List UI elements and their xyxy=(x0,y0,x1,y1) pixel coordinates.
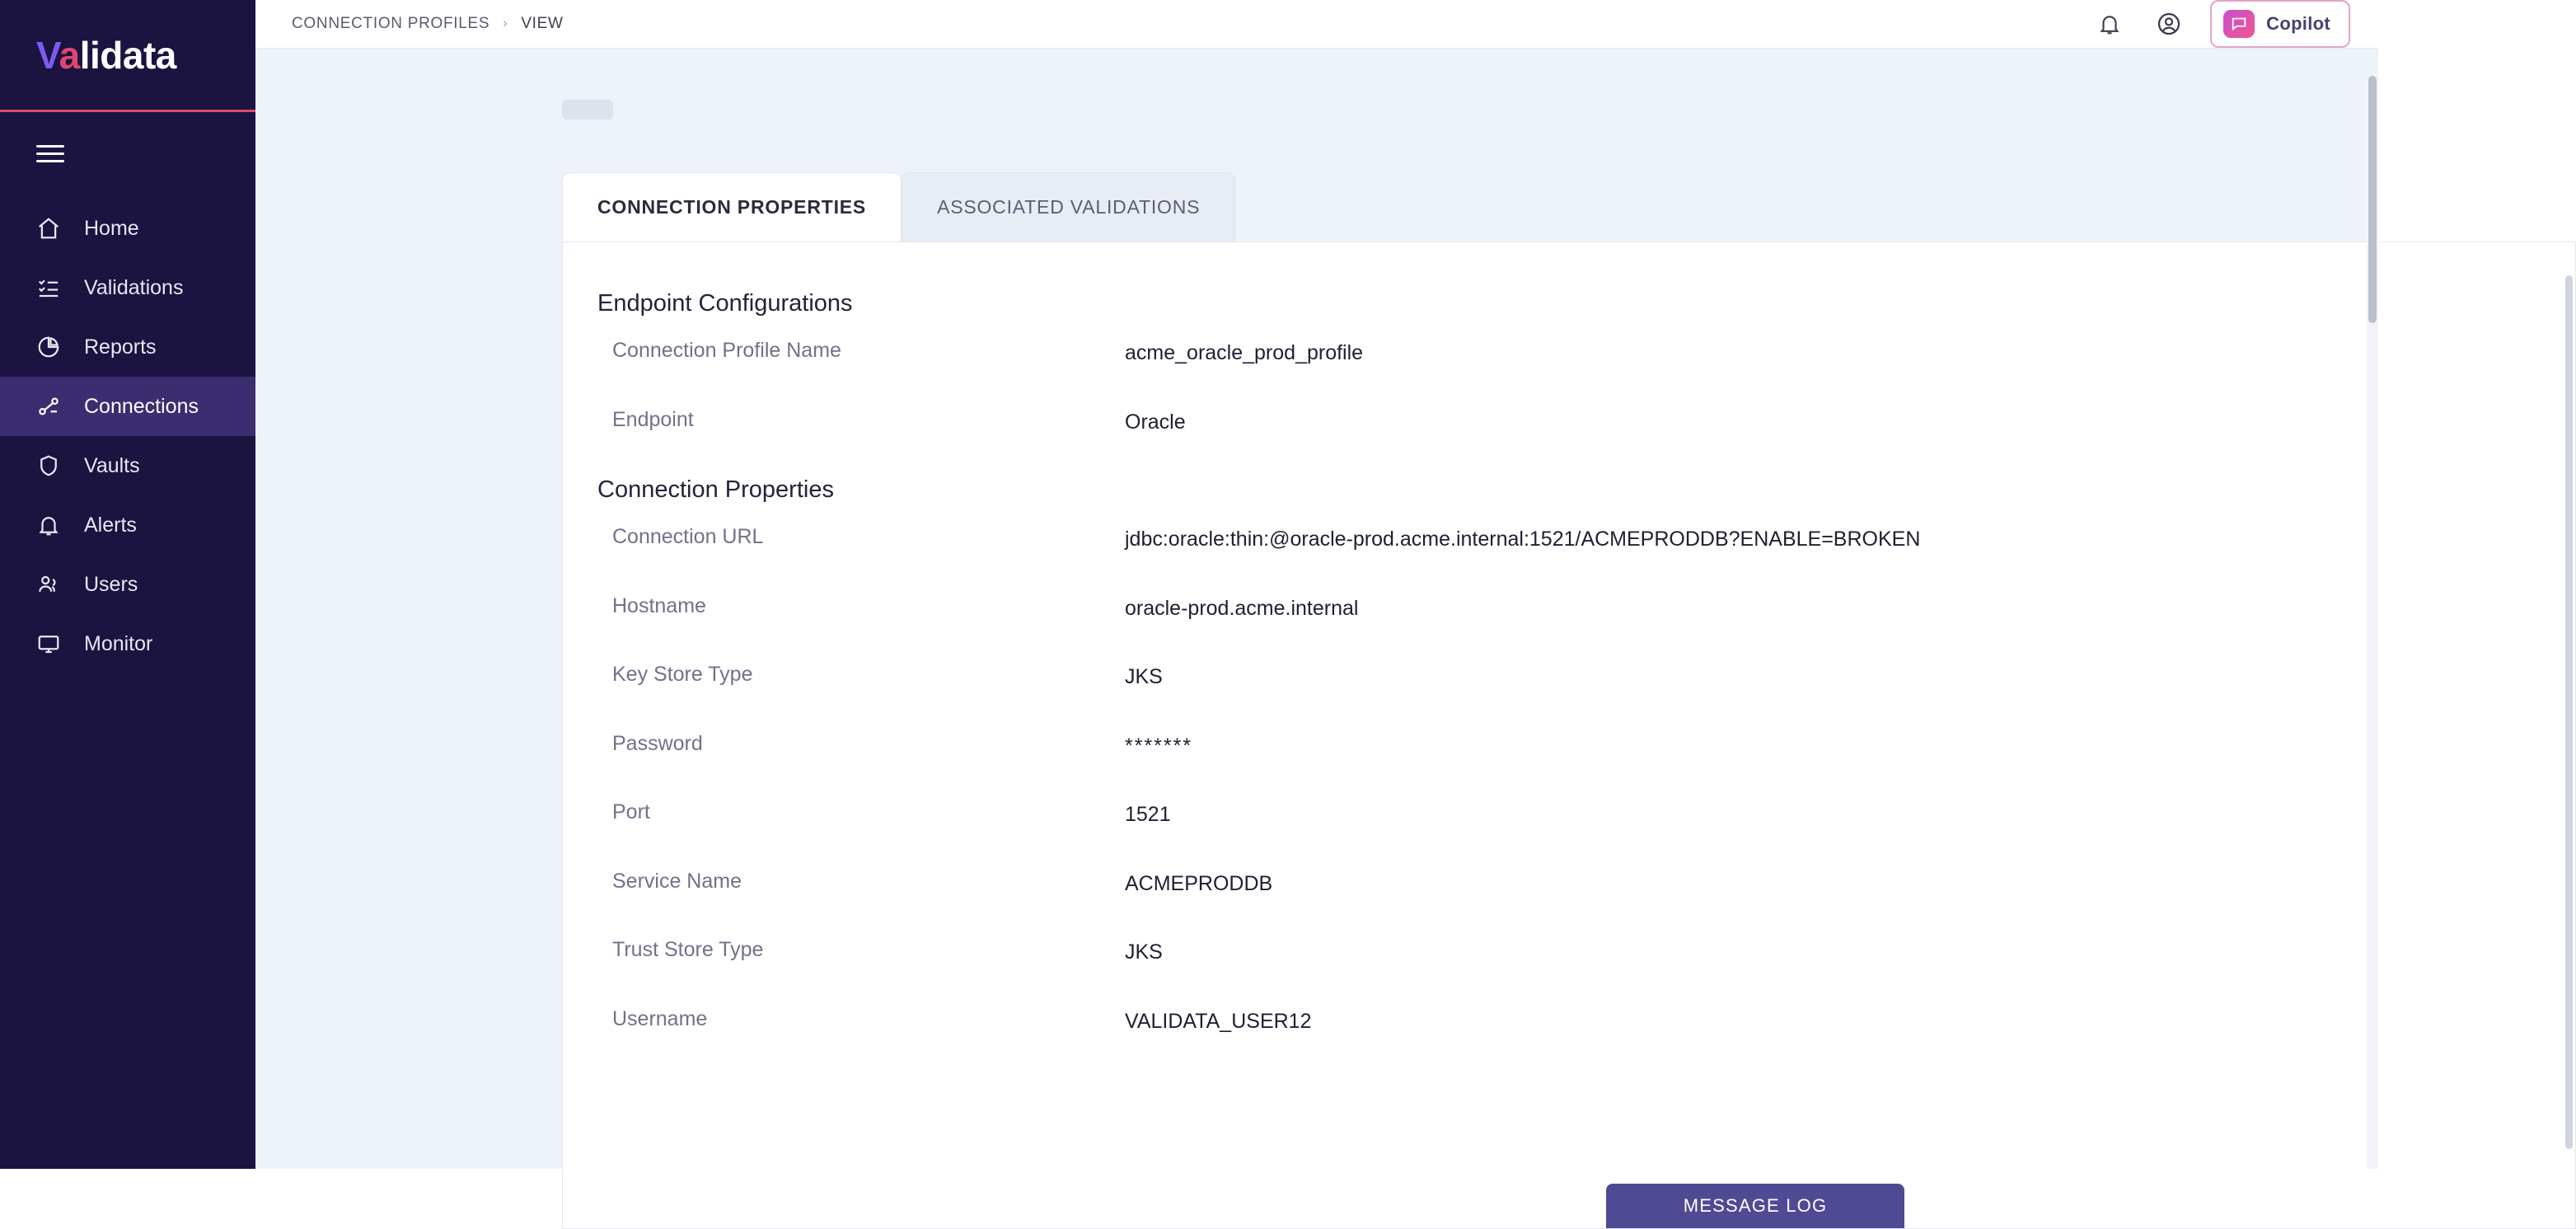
section-title-endpoint-configurations: Endpoint Configurations xyxy=(597,290,853,317)
breadcrumb-separator-icon: › xyxy=(503,16,508,30)
panel-content xyxy=(563,242,2575,1036)
tab-label: CONNECTION PROPERTIES xyxy=(597,196,867,218)
brand-logo[interactable] xyxy=(0,0,255,112)
sidebar-item-label: Validations xyxy=(84,275,184,299)
partial-chip-above-tabs xyxy=(562,100,613,120)
top-bar-actions xyxy=(2091,0,2350,48)
panel-scrollbar-thumb[interactable] xyxy=(2565,275,2573,1149)
sidebar-item-monitor[interactable] xyxy=(0,614,255,673)
checklist-icon xyxy=(36,275,69,300)
brand-prefix: V xyxy=(36,33,59,77)
sidebar-item-label: Vaults xyxy=(84,453,140,477)
notifications-bell-icon[interactable] xyxy=(2091,6,2128,42)
sidebar-item-label: Reports xyxy=(84,335,157,359)
page-body xyxy=(255,49,2378,1229)
field-port xyxy=(597,800,2575,830)
bell-icon xyxy=(36,513,69,537)
field-label: Username xyxy=(612,1006,708,1030)
field-label: Password xyxy=(612,731,703,755)
copilot-chat-icon xyxy=(2223,10,2255,38)
connection-properties-panel xyxy=(562,242,2576,1229)
copilot-button[interactable] xyxy=(2210,0,2350,48)
breadcrumb-item-connection-profiles[interactable]: CONNECTION PROFILES xyxy=(292,15,490,32)
monitor-icon xyxy=(36,631,69,656)
sidebar-item-label: Alerts xyxy=(84,513,137,537)
field-label: Service Name xyxy=(612,869,742,893)
field-value: ACMEPRODDB xyxy=(1125,871,1273,895)
sidebar xyxy=(0,0,255,1169)
sidebar-item-validations[interactable] xyxy=(0,258,255,317)
connections-icon xyxy=(36,394,69,419)
home-icon xyxy=(36,216,69,241)
brand-text xyxy=(36,33,176,77)
field-hostname xyxy=(597,594,2575,624)
field-value: JKS xyxy=(1125,941,1163,964)
field-label: Connection Profile Name xyxy=(612,339,841,362)
field-connection-profile-name xyxy=(597,339,2575,368)
field-username xyxy=(597,1007,2575,1037)
field-value: jdbc:oracle:thin:@oracle-prod.acme.internal:1521/ACMEPRODDB?ENABLE=BROKEN xyxy=(1125,528,1921,551)
shield-icon xyxy=(36,453,69,478)
menu-toggle-icon[interactable] xyxy=(0,112,58,190)
field-label: Port xyxy=(612,800,650,823)
field-value: acme_oracle_prod_profile xyxy=(1125,341,1364,364)
sidebar-item-label: Home xyxy=(84,216,139,240)
content-area xyxy=(255,0,2378,1216)
sidebar-item-connections[interactable] xyxy=(0,377,255,436)
field-value: ******* xyxy=(1125,734,1193,758)
tab-connection-properties[interactable] xyxy=(562,172,902,242)
field-trust-store-type xyxy=(597,938,2575,968)
chart-icon xyxy=(36,335,69,359)
section-title-connection-properties: Connection Properties xyxy=(597,476,834,503)
field-key-store-type xyxy=(597,663,2575,692)
sidebar-item-alerts[interactable] xyxy=(0,495,255,555)
field-endpoint xyxy=(597,408,2575,438)
tab-associated-validations[interactable] xyxy=(902,172,1235,242)
message-log-label: MESSAGE LOG xyxy=(1683,1195,1828,1216)
field-label: Hostname xyxy=(612,593,706,617)
brand-accent: a xyxy=(59,33,80,77)
field-connection-url xyxy=(597,525,2575,555)
tab-bar xyxy=(562,172,2378,242)
tab-label: ASSOCIATED VALIDATIONS xyxy=(937,196,1201,218)
field-value: VALIDATA_USER12 xyxy=(1125,1009,1312,1033)
sidebar-item-home[interactable] xyxy=(0,199,255,258)
field-value: oracle-prod.acme.internal xyxy=(1125,596,1359,620)
field-password xyxy=(597,732,2575,762)
sidebar-nav xyxy=(0,199,255,673)
field-value: 1521 xyxy=(1125,803,1171,826)
users-icon xyxy=(36,572,69,597)
field-service-name xyxy=(597,870,2575,899)
sidebar-item-label: Connections xyxy=(84,394,199,418)
brand-rest: lidata xyxy=(79,33,176,77)
field-value: JKS xyxy=(1125,665,1163,688)
sidebar-item-label: Monitor xyxy=(84,631,153,655)
copilot-label: Copilot xyxy=(2266,13,2330,34)
sidebar-item-vaults[interactable] xyxy=(0,436,255,495)
sidebar-item-users[interactable] xyxy=(0,555,255,614)
top-bar xyxy=(255,0,2378,49)
message-log-button[interactable] xyxy=(1606,1184,1904,1228)
page-scrollbar-thumb[interactable] xyxy=(2368,76,2377,323)
user-circle-icon[interactable] xyxy=(2151,6,2187,42)
sidebar-item-label: Users xyxy=(84,572,138,596)
field-label: Key Store Type xyxy=(612,663,753,686)
field-label: Connection URL xyxy=(612,525,764,548)
breadcrumb xyxy=(292,15,564,33)
field-label: Trust Store Type xyxy=(612,938,764,961)
field-value: Oracle xyxy=(1125,410,1186,434)
field-label: Endpoint xyxy=(612,407,694,431)
breadcrumb-item-view: VIEW xyxy=(521,15,564,32)
sidebar-item-reports[interactable] xyxy=(0,317,255,377)
